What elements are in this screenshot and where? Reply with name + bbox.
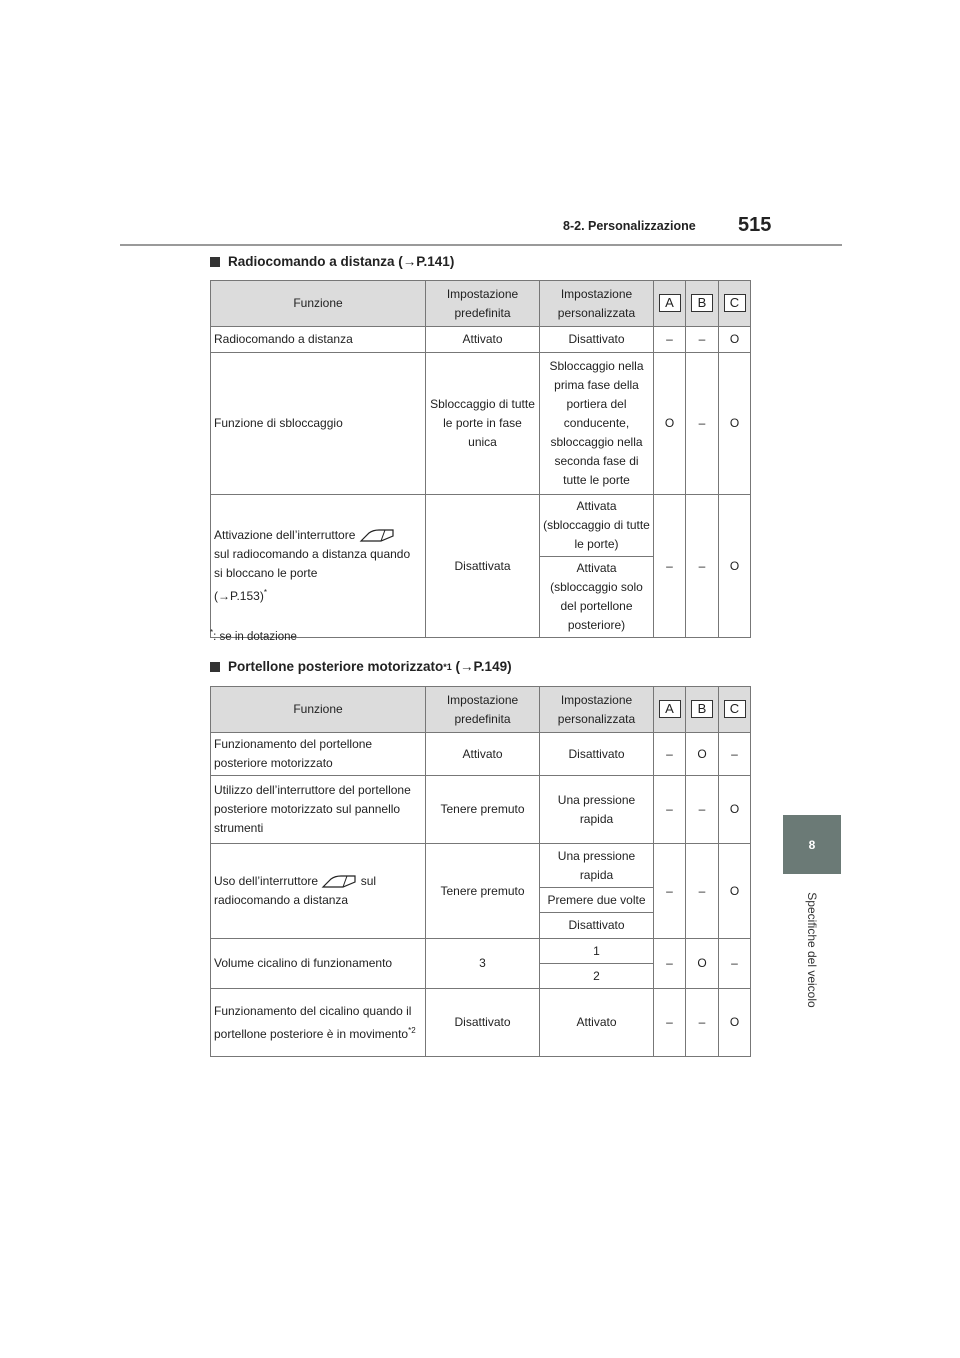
heading-open: (	[451, 659, 461, 674]
cell-c: O	[719, 844, 751, 939]
cell-function	[211, 844, 426, 939]
footnote-mark: *2	[408, 1025, 416, 1035]
function-text-end: sul radiocomando a distanza quando si bloccano le porte	[214, 547, 411, 580]
cell-b: –	[686, 353, 719, 495]
page-ref: P.153)	[230, 589, 264, 603]
header-c	[719, 687, 751, 733]
cell-b: –	[686, 776, 719, 844]
chapter-tab	[783, 815, 841, 874]
cell-b: –	[686, 844, 719, 939]
header-a	[654, 281, 686, 327]
label-c: C	[724, 294, 746, 312]
page-number: 515	[738, 214, 772, 236]
cell-custom: Disattivato	[540, 327, 654, 353]
label-b: B	[691, 294, 713, 312]
table-row	[211, 495, 751, 557]
cell-b: –	[686, 989, 719, 1057]
cell-custom: Premere due volte	[540, 888, 654, 913]
heading-footnote-mark: *1	[443, 661, 452, 672]
function-text-end: sul radiocomando a distanza	[214, 874, 377, 907]
cell-function: Volume cicalino di funzionamento	[211, 939, 426, 989]
cell-default: Sbloccaggio di tutte le porte in fase unica	[426, 353, 540, 495]
cell-custom: Una pressione rapida	[540, 844, 654, 888]
cell-default: Disattivato	[426, 989, 540, 1057]
table-row	[211, 327, 751, 353]
cell-custom: Disattivato	[540, 733, 654, 776]
cell-c: –	[719, 939, 751, 989]
footnote-text: : se in dotazione	[213, 630, 297, 643]
header-default: Impostazione predefinita	[426, 281, 540, 327]
arrow-icon: →	[460, 659, 474, 674]
footnote-mark: *	[263, 588, 267, 597]
table-row	[211, 989, 751, 1057]
cell-custom: Attivata (sbloccaggio solo del portellone posteriore)	[540, 557, 654, 638]
header-custom: Impostazione personalizzata	[540, 281, 654, 327]
header-default: Impostazione predefinita	[426, 687, 540, 733]
cell-function: Radiocomando a distanza	[211, 327, 426, 353]
function-text-start: Attivazione dell’interruttore	[214, 528, 356, 542]
heading-ref: P.141)	[416, 254, 455, 269]
cell-function: Funzionamento del portellone posteriore motorizzato	[211, 733, 426, 776]
tailgate-remote-icon	[321, 874, 357, 890]
section-heading-remote	[210, 254, 454, 269]
cell-b: –	[686, 495, 719, 638]
heading-text: Portellone posteriore motorizzato	[228, 659, 444, 674]
cell-a: –	[654, 989, 686, 1057]
table-row	[211, 844, 751, 888]
table-row	[211, 939, 751, 964]
cell-b: O	[686, 733, 719, 776]
table-row	[211, 353, 751, 495]
section-heading-tailgate	[210, 659, 512, 674]
table-header-row	[211, 281, 751, 327]
cell-default: 3	[426, 939, 540, 989]
chapter-number: 8	[808, 837, 816, 852]
header-c	[719, 281, 751, 327]
label-b: B	[691, 700, 713, 718]
cell-b: –	[686, 327, 719, 353]
cell-custom: Attivata (sbloccaggio di tutte le porte)	[540, 495, 654, 557]
ref-open: (	[214, 589, 218, 603]
function-text-start: Uso dell’interruttore	[214, 874, 319, 888]
arrow-icon: →	[218, 589, 230, 603]
cell-c: O	[719, 495, 751, 638]
cell-c: O	[719, 353, 751, 495]
cell-default: Attivato	[426, 327, 540, 353]
heading-ref: P.149)	[473, 659, 512, 674]
header-b	[686, 687, 719, 733]
bullet-square-icon	[210, 662, 220, 672]
header-function: Funzione	[211, 687, 426, 733]
header-b	[686, 281, 719, 327]
cell-default: Tenere premuto	[426, 776, 540, 844]
cell-custom: Disattivato	[540, 913, 654, 939]
cell-a: –	[654, 327, 686, 353]
header-a	[654, 687, 686, 733]
remote-settings-table	[210, 280, 751, 638]
cell-c: O	[719, 327, 751, 353]
section-header: 8-2. Personalizzazione	[563, 219, 696, 233]
cell-function: Utilizzo dell’interruttore del portellone posteriore motorizzato sul pannello strumenti	[211, 776, 426, 844]
label-c: C	[724, 700, 746, 718]
cell-a: –	[654, 844, 686, 939]
arrow-icon: →	[402, 254, 417, 269]
chapter-title: Specifiche del veicolo	[805, 892, 819, 1008]
cell-function	[211, 989, 426, 1057]
header-divider	[120, 244, 842, 246]
label-a: A	[659, 294, 681, 312]
cell-function	[211, 495, 426, 638]
table-row	[211, 776, 751, 844]
table-row	[211, 733, 751, 776]
cell-c: O	[719, 776, 751, 844]
footnote	[210, 628, 297, 643]
cell-custom: Attivato	[540, 989, 654, 1057]
bullet-square-icon	[210, 257, 220, 267]
cell-a: O	[654, 353, 686, 495]
cell-custom: 1	[540, 939, 654, 964]
cell-function: Funzione di sbloccaggio	[211, 353, 426, 495]
cell-custom: Sbloccaggio nella prima fase della portiera del conducente, sbloccaggio nella seconda fase di tutte le porte	[540, 353, 654, 495]
header-function: Funzione	[211, 281, 426, 327]
heading-text: Radiocomando a distanza (	[228, 254, 403, 269]
cell-custom: Una pressione rapida	[540, 776, 654, 844]
cell-a: –	[654, 776, 686, 844]
cell-b: O	[686, 939, 719, 989]
footnote-mark: *	[210, 628, 214, 637]
cell-a: –	[654, 939, 686, 989]
header-custom: Impostazione personalizzata	[540, 687, 654, 733]
cell-default: Disattivata	[426, 495, 540, 638]
cell-c: O	[719, 989, 751, 1057]
cell-a: –	[654, 733, 686, 776]
label-a: A	[659, 700, 681, 718]
cell-c: –	[719, 733, 751, 776]
table-header-row	[211, 687, 751, 733]
cell-custom: 2	[540, 964, 654, 989]
cell-default: Attivato	[426, 733, 540, 776]
function-text: Funzionamento del cicalino quando il portellone posteriore è in movimento	[214, 1003, 412, 1041]
cell-a: –	[654, 495, 686, 638]
tailgate-settings-table	[210, 686, 751, 1057]
tailgate-remote-icon	[359, 528, 395, 544]
cell-default: Tenere premuto	[426, 844, 540, 939]
